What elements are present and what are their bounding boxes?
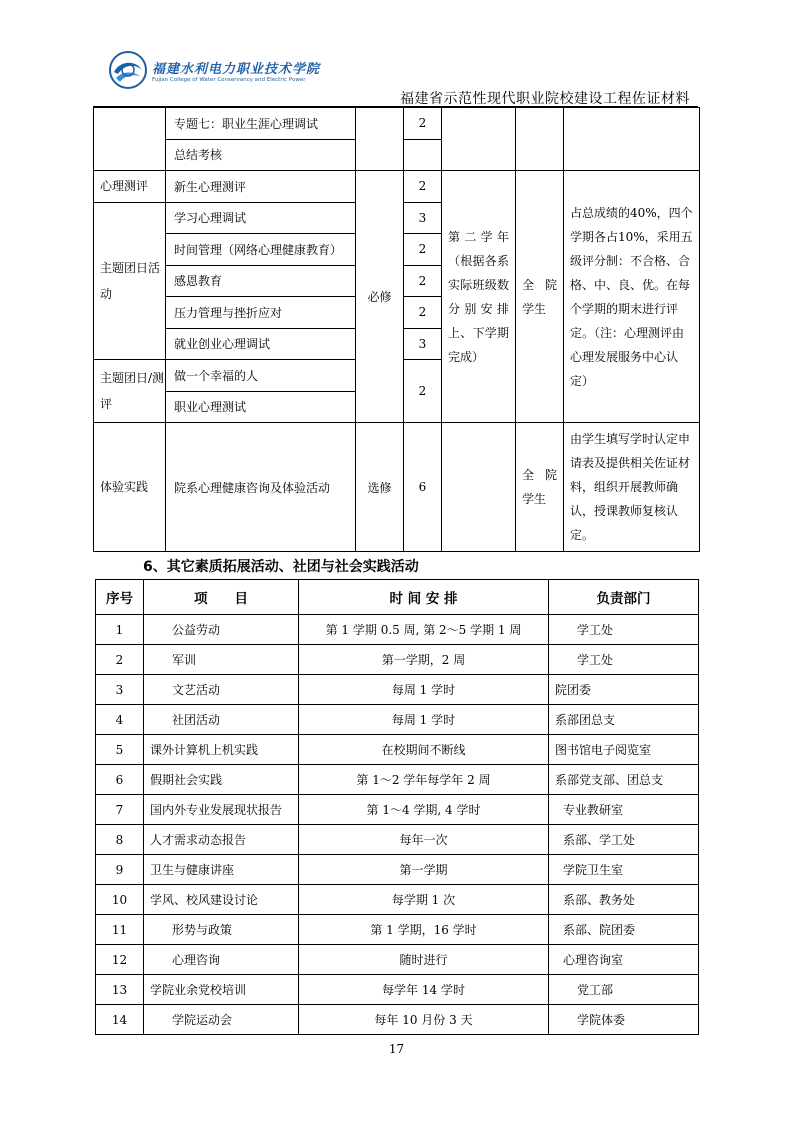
time-cell: 第一学期，2 周 [299, 645, 549, 675]
item-cell: 感恩教育 [166, 265, 356, 297]
type-cell [356, 108, 404, 171]
project-cell: 课外计算机上机实践 [144, 735, 299, 765]
project-cell: 军训 [144, 645, 299, 675]
page-header-title: 福建省示范性现代职业院校建设工程佐证材料 [400, 91, 690, 107]
dept-cell: 系部、院团委 [549, 915, 699, 945]
time-cell: 第 1 学期，16 学时 [299, 915, 549, 945]
psychology-course-table [93, 107, 700, 552]
time-cell: 第一学期 [299, 855, 549, 885]
table-row [96, 1005, 699, 1035]
time-cell: 每学年 14 学时 [299, 975, 549, 1005]
project-cell: 假期社会实践 [144, 765, 299, 795]
table-row [96, 645, 699, 675]
table-row [96, 705, 699, 735]
table-header-row [96, 580, 699, 615]
no-cell: 1 [96, 615, 144, 645]
category-cell [94, 108, 166, 171]
schedule-cell [442, 423, 516, 552]
logo-chinese-name: 福建水利电力职业技术学院 [152, 62, 321, 77]
hours-cell: 3 [404, 202, 442, 234]
no-cell: 9 [96, 855, 144, 885]
item-cell: 院系心理健康咨询及体验活动 [166, 423, 356, 552]
time-cell: 每年一次 [299, 825, 549, 855]
item-cell: 学习心理调试 [166, 202, 356, 234]
dept-cell: 党工部 [549, 975, 699, 1005]
dept-cell: 系部、学工处 [549, 825, 699, 855]
column-header: 序号 [96, 580, 144, 615]
no-cell: 3 [96, 675, 144, 705]
column-header: 负责部门 [549, 580, 699, 615]
item-cell: 总结考核 [166, 139, 356, 171]
schedule-cell: 第二学年（根据各系实际班级数分别安排上、下学期完成） [442, 171, 516, 423]
item-cell: 职业心理测试 [166, 391, 356, 423]
time-cell: 每周 1 学时 [299, 705, 549, 735]
item-cell: 做一个幸福的人 [166, 360, 356, 392]
no-cell: 11 [96, 915, 144, 945]
dept-cell: 系部团总支 [549, 705, 699, 735]
hours-cell: 2 [404, 360, 442, 423]
hours-cell: 6 [404, 423, 442, 552]
project-cell: 学院业余党校培训 [144, 975, 299, 1005]
hours-cell: 2 [404, 234, 442, 266]
table-row [94, 423, 700, 552]
no-cell: 10 [96, 885, 144, 915]
project-cell: 心理咨询 [144, 945, 299, 975]
section-title: 6、其它素质拓展活动、社团与社会实践活动 [143, 559, 419, 575]
table-row [96, 795, 699, 825]
time-cell: 每年 10 月份 3 天 [299, 1005, 549, 1035]
college-emblem-icon [108, 50, 148, 90]
table-row [94, 108, 700, 140]
category-cell: 主题团日/测评 [94, 360, 166, 423]
no-cell: 12 [96, 945, 144, 975]
time-cell: 第 1 学期 0.5 周, 第 2～5 学期 1 周 [299, 615, 549, 645]
category-cell: 心理测评 [94, 171, 166, 203]
hours-cell: 2 [404, 297, 442, 329]
project-cell: 文艺活动 [144, 675, 299, 705]
project-cell: 人才需求动态报告 [144, 825, 299, 855]
item-cell: 就业创业心理调试 [166, 328, 356, 360]
page-number: 17 [388, 1042, 405, 1056]
no-cell: 14 [96, 1005, 144, 1035]
column-header: 时 间 安 排 [299, 580, 549, 615]
time-cell: 第 1～4 学期, 4 学时 [299, 795, 549, 825]
time-cell: 每学期 1 次 [299, 885, 549, 915]
table-row [96, 945, 699, 975]
schedule-cell [442, 108, 516, 171]
target-cell: 全院学生 [516, 171, 564, 423]
table-row [94, 171, 700, 203]
type-cell: 选修 [356, 423, 404, 552]
assessment-cell [564, 108, 700, 171]
table-row [96, 735, 699, 765]
project-cell: 公益劳动 [144, 615, 299, 645]
dept-cell: 学工处 [549, 615, 699, 645]
dept-cell: 心理咨询室 [549, 945, 699, 975]
hours-cell: 2 [404, 108, 442, 140]
table-row [96, 765, 699, 795]
column-header: 项 目 [144, 580, 299, 615]
activities-table [95, 579, 699, 1035]
table-row [96, 615, 699, 645]
no-cell: 8 [96, 825, 144, 855]
time-cell: 随时进行 [299, 945, 549, 975]
no-cell: 5 [96, 735, 144, 765]
table-row [96, 975, 699, 1005]
item-cell: 新生心理测评 [166, 171, 356, 203]
item-cell: 时间管理（网络心理健康教育） [166, 234, 356, 266]
hours-cell [404, 139, 442, 171]
target-cell: 全院学生 [516, 423, 564, 552]
category-cell: 体验实践 [94, 423, 166, 552]
hours-cell: 3 [404, 328, 442, 360]
table-row [96, 855, 699, 885]
category-cell: 主题团日活动 [94, 202, 166, 360]
dept-cell: 学院卫生室 [549, 855, 699, 885]
hours-cell: 2 [404, 171, 442, 203]
no-cell: 6 [96, 765, 144, 795]
no-cell: 13 [96, 975, 144, 1005]
item-cell: 专题七：职业生涯心理调试 [166, 108, 356, 140]
time-cell: 在校期间不断线 [299, 735, 549, 765]
dept-cell: 学工处 [549, 645, 699, 675]
assessment-cell: 由学生填写学时认定申请表及提供相关佐证材料，组织开展教师确认，授课教师复核认定。 [564, 423, 700, 552]
college-logo [108, 50, 321, 94]
no-cell: 4 [96, 705, 144, 735]
dept-cell: 系部党支部、团总支 [549, 765, 699, 795]
dept-cell: 系部、教务处 [549, 885, 699, 915]
no-cell: 2 [96, 645, 144, 675]
assessment-cell: 占总成绩的40%，四个学期各占10%，采用五级评分制：不合格、合格、中、良、优。在每个学期的期末进行评定。（注：心理测评由心理发展服务中心认定） [564, 171, 700, 423]
project-cell: 形势与政策 [144, 915, 299, 945]
hours-cell: 2 [404, 265, 442, 297]
dept-cell: 图书馆电子阅览室 [549, 735, 699, 765]
table-row [96, 915, 699, 945]
project-cell: 学院运动会 [144, 1005, 299, 1035]
time-cell: 每周 1 学时 [299, 675, 549, 705]
table-row [96, 825, 699, 855]
dept-cell: 学院体委 [549, 1005, 699, 1035]
table-row [96, 675, 699, 705]
time-cell: 第 1～2 学年每学年 2 周 [299, 765, 549, 795]
target-cell [516, 108, 564, 171]
dept-cell: 专业教研室 [549, 795, 699, 825]
logo-english-name: Fujian College of Water Conservancy and Electric Power [152, 77, 306, 83]
project-cell: 社团活动 [144, 705, 299, 735]
table-row [96, 885, 699, 915]
item-cell: 压力管理与挫折应对 [166, 297, 356, 329]
dept-cell: 院团委 [549, 675, 699, 705]
project-cell: 卫生与健康讲座 [144, 855, 299, 885]
no-cell: 7 [96, 795, 144, 825]
project-cell: 国内外专业发展现状报告 [144, 795, 299, 825]
type-cell: 必修 [356, 171, 404, 423]
project-cell: 学风、校风建设讨论 [144, 885, 299, 915]
